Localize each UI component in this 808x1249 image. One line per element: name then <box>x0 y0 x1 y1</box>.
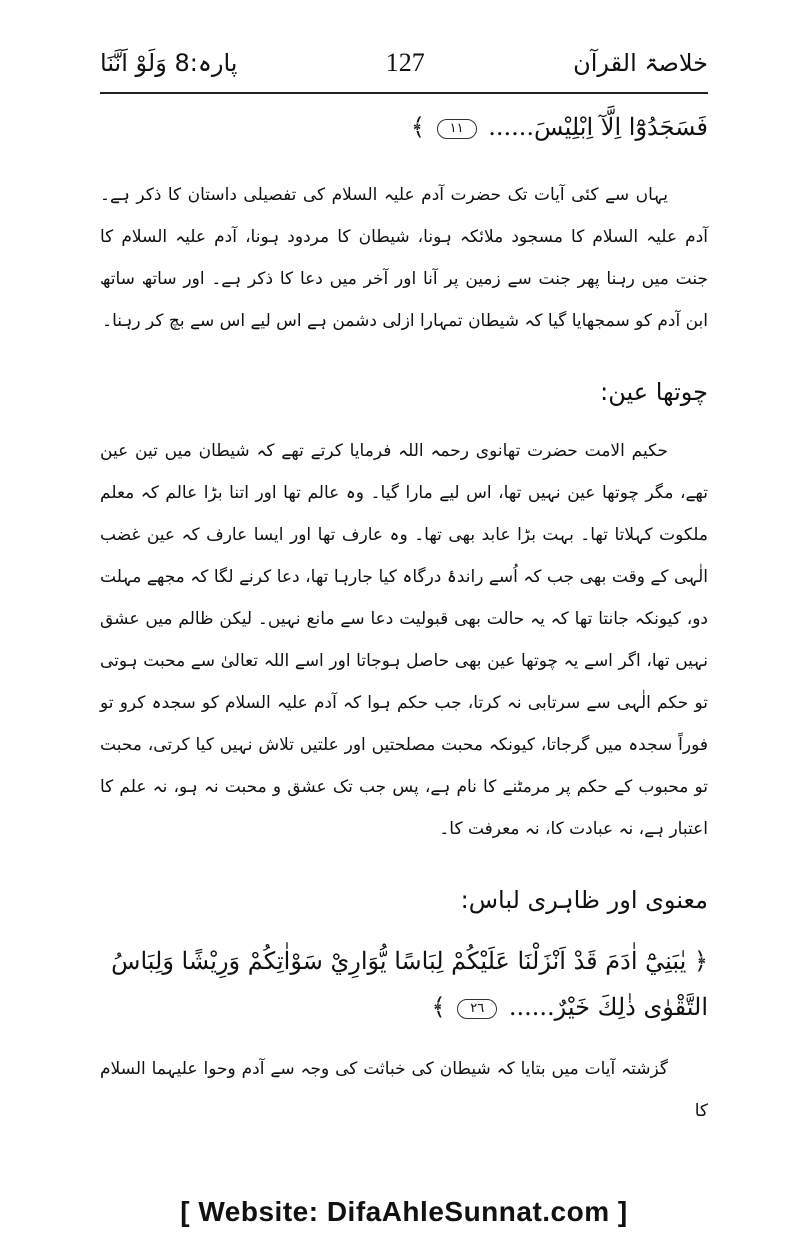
book-title: خلاصۃ القرآن <box>573 49 708 77</box>
website-footer: [ Website: DifaAhleSunnat.com ] <box>180 1196 628 1227</box>
section-heading-fourth-ain: چوتھا عین: <box>600 378 708 406</box>
ayah-close-bracket: ﴾ <box>410 113 425 141</box>
para-label: پارہ:8 وَلَوْ اَنَّنَا <box>100 49 238 77</box>
page-header <box>100 40 708 86</box>
section-heading-libas: معنوی اور ظاہری لباس: <box>460 886 708 914</box>
ayah-text-line-1: يٰبَنِيْٓ اٰدَمَ قَدْ اَنْزَلْنَا عَلَيْكُمْ لِبَاسًا يُّوَارِيْ سَوْاٰتِكُمْ وَرِيْشًا وَلِبَاسُ <box>111 947 687 975</box>
ayah-number-badge: ٢٦ <box>457 999 497 1019</box>
ayah-close-bracket: ﴾ <box>431 993 446 1021</box>
ayah-quote-2 <box>100 938 708 984</box>
paragraph-continuation: گزشتہ آیات میں بتایا کہ شیطان کی خباثت کی وجہ سے آدم وحوا علیہما السلام کا <box>100 1059 708 1121</box>
ayah-open-bracket: ﴿ <box>693 947 708 975</box>
paragraph-fourth-ain: حکیم الامت حضرت تھانوی رحمہ اللہ فرمایا کرتے تھے کہ شیطان میں تین عین تھے، مگر چوتھا عین نہیں تھا، اس لیے مارا گیا۔ وہ عالم تھا اور اتنا بڑا عالم کہ معلم ملکوت کہلاتا تھا۔ بہت بڑا عابد بھی تھا۔ وہ عارف تھا اور ایسا عارف کہ عین غضب الٰہی کے وقت بھی جب کہ اُسے راندۂ درگاہ کیا جارہا تھا، دعا کرنے لگا کہ مجھے مہلت دو، کیونکہ جانتا تھا کہ یہ حالت بھی قبولیت دعا سے مانع نہیں۔ لیکن ظالم میں عشق نہیں تھا، اگر اسے یہ چوتھا عین بھی حاصل ہوجاتا اور اسے اللہ تعالیٰ سے محبت ہوتی تو حکم الٰہی سے سرتابی نہ کرتا، جب حکم ہوا کہ آدم علیہ السلام کو سجدہ کرو تو فوراً سجدہ میں گرجاتا، کیونکہ محبت مصلحتیں اور علتیں تلاش نہیں کیا کرتی، محبت تو محبوب کے حکم پر مرمٹنے کا نام ہے، پس جب تک عشق و محبت نہ ہو، نہ علم کا اعتبار ہے، نہ عبادت کا، نہ معرفت کا۔ <box>100 441 708 839</box>
page-number: 127 <box>385 48 425 77</box>
ayah-text-line-2: التَّقْوٰى ذٰلِكَ خَيْرٌ...... <box>508 993 708 1021</box>
header-rule <box>100 92 708 94</box>
ayah-quote-1 <box>100 104 708 150</box>
ayah-quote-2-cont <box>100 984 708 1030</box>
page-body <box>100 104 708 1132</box>
ayah-text: فَسَجَدُوْٓا اِلَّآ اِبْلِيْسَ...... <box>488 113 708 141</box>
ayah-number-badge: ١١ <box>437 119 477 139</box>
paragraph-intro: یہاں سے کئی آیات تک حضرت آدم علیہ السلام کی تفصیلی داستان کا ذکر ہے۔ آدم علیہ السلام کا مسجود ملائکہ ہونا، شیطان کا مردود ہونا، آدم علیہ السلام کا جنت میں رہنا پھر جنت سے زمین پر آنا اور آخر میں دعا کا ذکر ہے۔ اور ساتھ ساتھ ابن آدم کو سمجھایا گیا کہ شیطان تمہارا ازلی دشمن ہے اس لیے اس سے بچ کر رہنا۔ <box>100 185 708 331</box>
